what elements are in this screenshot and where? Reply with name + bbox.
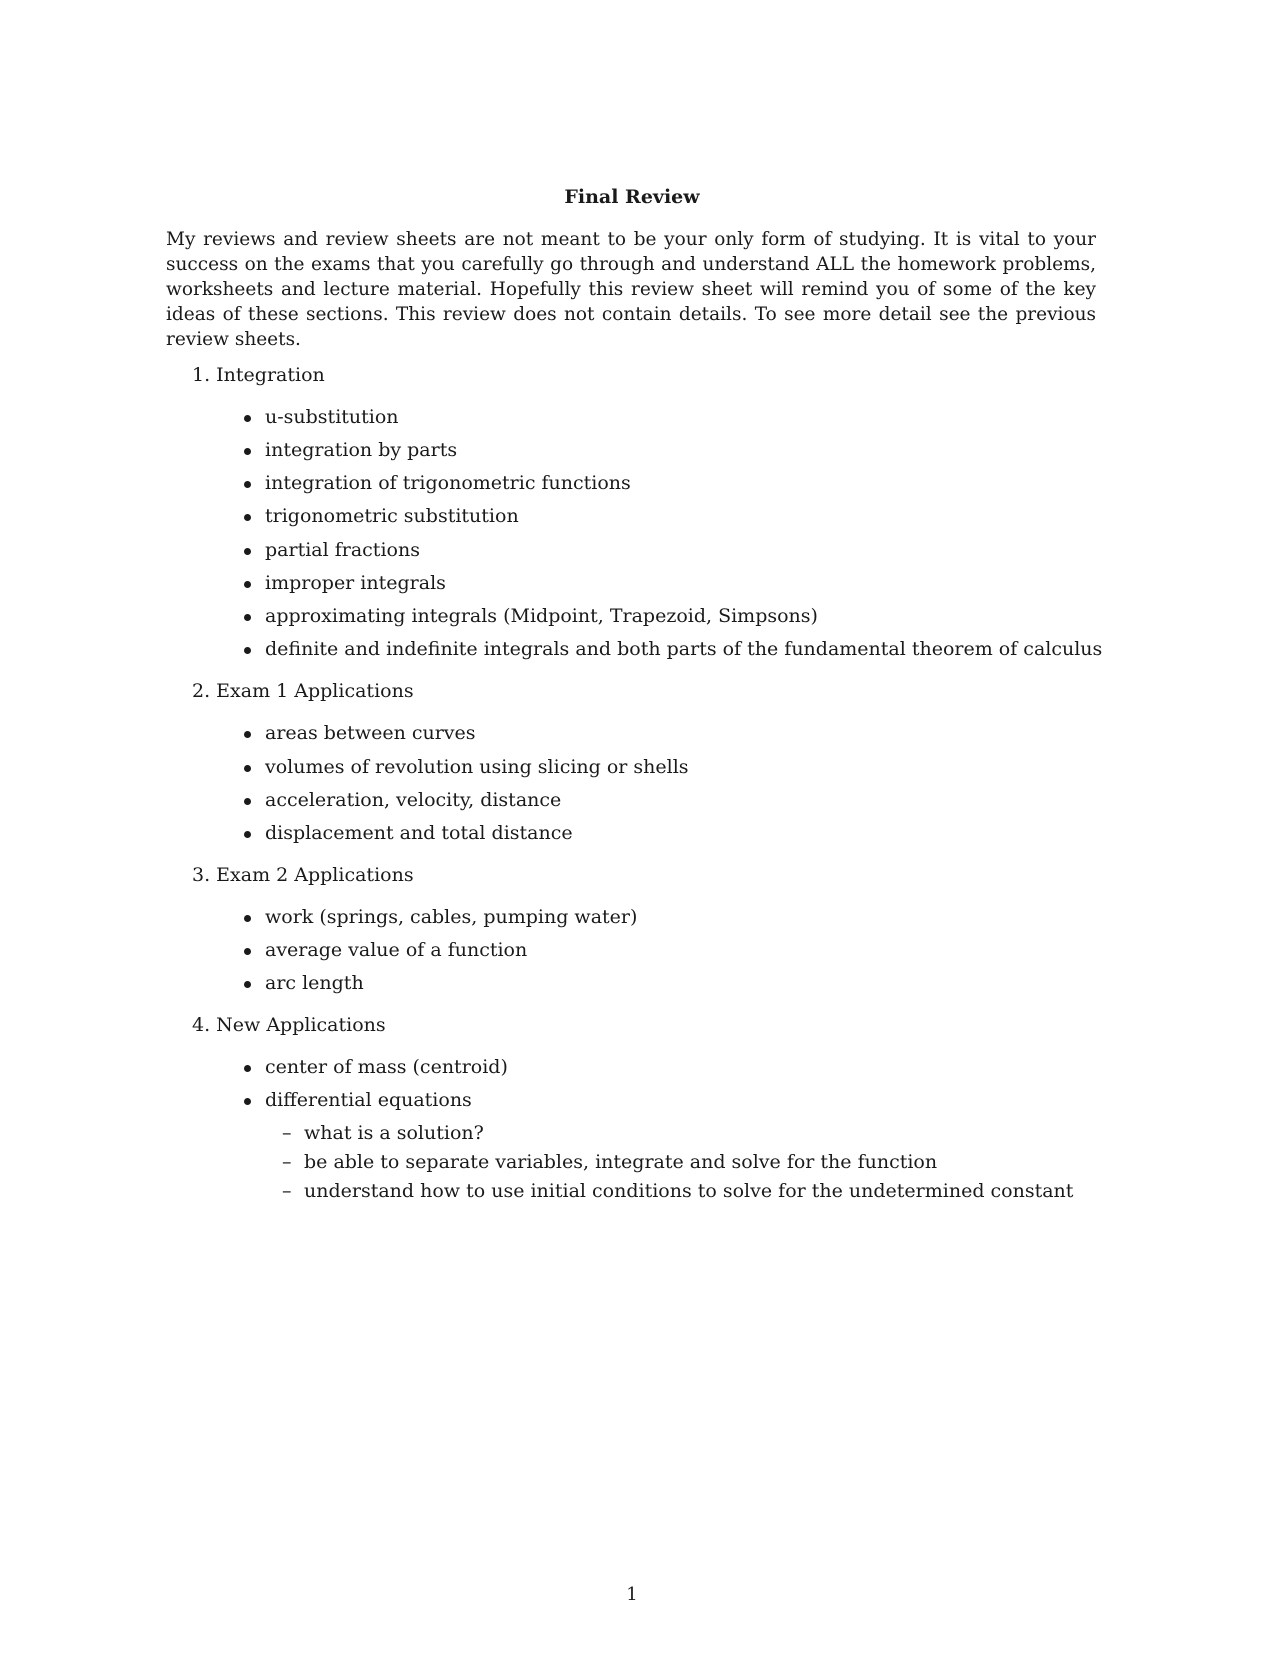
- intro-paragraph: My reviews and review sheets are not meant to be your only form of studying. It is vital to your success on the exams that you carefully go through and understand ALL the homework problems, worksheets and lecture material. Hopefully this review sheet will remind you of some of the key ideas of these sections. This review does not contain details. To see more detail see the previous review sheets.: [166, 229, 1096, 350]
- bullet-icon: [244, 765, 251, 772]
- bullet-icon: [244, 915, 251, 922]
- bullet-icon: [244, 831, 251, 838]
- dash-icon: –: [282, 1122, 292, 1144]
- bullet-icon: [244, 798, 251, 805]
- bullet-icon: [244, 415, 251, 422]
- section-heading-integration: 1. Integration: [192, 364, 325, 386]
- bullet-icon: [244, 647, 251, 654]
- page-number: 1: [626, 1584, 638, 1605]
- dash-icon: –: [282, 1151, 292, 1173]
- bullet-icon: [244, 514, 251, 521]
- bullet-icon: [244, 948, 251, 955]
- bullet-icon: [244, 1065, 251, 1072]
- bullet-icon: [244, 548, 251, 555]
- bullet-icon: [244, 614, 251, 621]
- dash-icon: –: [282, 1180, 292, 1202]
- bullet-icon: [244, 1098, 251, 1105]
- bullet-icon: [244, 448, 251, 455]
- bullet-icon: [244, 981, 251, 988]
- section-heading-exam-2-applications: 3. Exam 2 Applications: [192, 864, 414, 886]
- page-title: Final Review: [564, 186, 700, 208]
- bullet-icon: [244, 481, 251, 488]
- section-heading-new-applications: 4. New Applications: [192, 1014, 386, 1036]
- bullet-icon: [244, 731, 251, 738]
- section-heading-exam-1-applications: 2. Exam 1 Applications: [192, 680, 414, 702]
- bullet-icon: [244, 581, 251, 588]
